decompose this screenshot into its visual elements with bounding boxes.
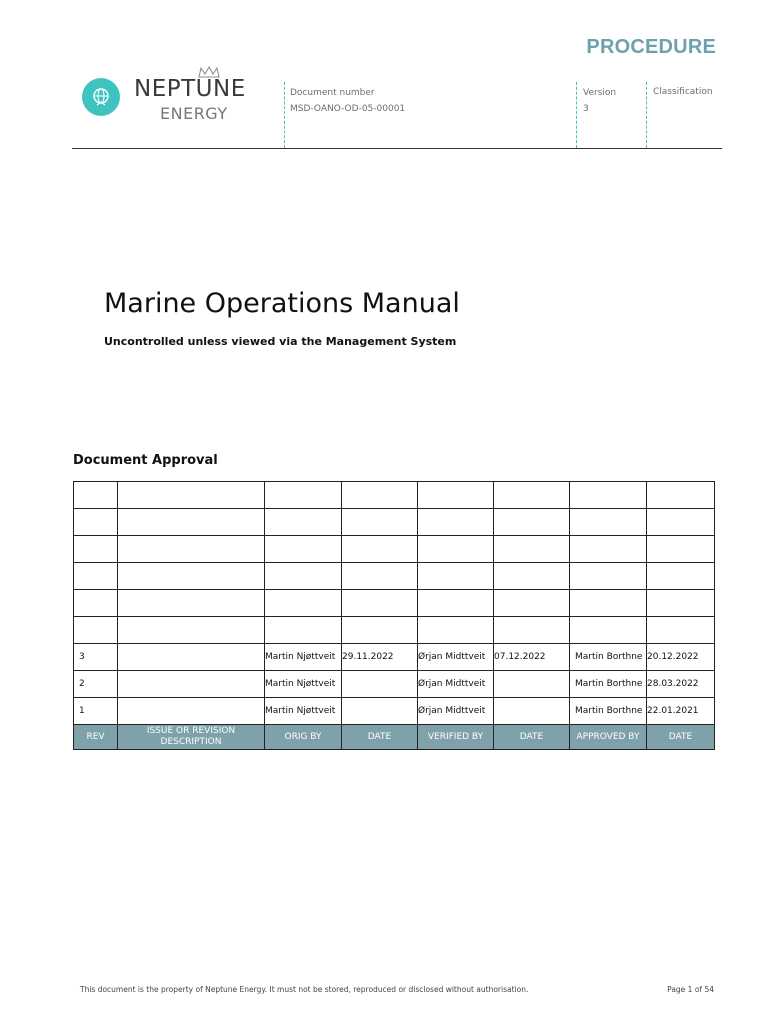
table-cell xyxy=(418,617,494,644)
table-cell: Ørjan Midttveit xyxy=(418,644,494,671)
table-cell: Martin Njøttveit xyxy=(265,698,342,725)
table-row xyxy=(74,617,715,644)
table-cell xyxy=(342,482,418,509)
document-title: Marine Operations Manual xyxy=(104,288,460,319)
table-cell xyxy=(118,617,265,644)
column-header-date: DATE xyxy=(494,725,570,750)
table-cell: Ørjan Midttveit xyxy=(418,671,494,698)
meta-divider xyxy=(576,82,577,148)
table-cell: 20.12.2022 xyxy=(647,644,715,671)
table-cell xyxy=(494,536,570,563)
table-cell xyxy=(74,509,118,536)
table-cell: Martin Borthne xyxy=(570,644,647,671)
table-row xyxy=(74,482,715,509)
table-cell xyxy=(118,482,265,509)
document-number-label: Document number xyxy=(290,88,375,98)
table-cell xyxy=(342,590,418,617)
table-cell: Martin Njøttveit xyxy=(265,671,342,698)
column-header-verified-by: VERIFIED BY xyxy=(418,725,494,750)
table-cell xyxy=(118,563,265,590)
table-cell xyxy=(570,563,647,590)
table-cell: 3 xyxy=(74,644,118,671)
column-header-approved-by: APPROVED BY xyxy=(570,725,647,750)
document-number-value: MSD-OANO-OD-05-00001 xyxy=(290,104,406,114)
table-cell: 07.12.2022 xyxy=(494,644,570,671)
table-cell xyxy=(74,482,118,509)
table-cell xyxy=(265,563,342,590)
table-cell xyxy=(494,671,570,698)
table-cell xyxy=(342,671,418,698)
table-cell xyxy=(418,590,494,617)
table-cell xyxy=(494,563,570,590)
table-row xyxy=(74,509,715,536)
table-cell xyxy=(647,590,715,617)
table-cell xyxy=(570,590,647,617)
table-cell xyxy=(74,590,118,617)
table-row xyxy=(74,644,715,671)
column-header-description: ISSUE OR REVISION DESCRIPTION xyxy=(118,725,265,750)
footer-notice: This document is the property of Neptune Energy. It must not be stored, reproduced or disclosed without authorisation. xyxy=(80,985,529,994)
table-cell: Ørjan Midttveit xyxy=(418,698,494,725)
version-value: 3 xyxy=(583,104,589,114)
version-label: Version xyxy=(583,88,617,98)
table-cell xyxy=(494,509,570,536)
table-cell xyxy=(418,563,494,590)
table-cell xyxy=(265,482,342,509)
table-row xyxy=(74,590,715,617)
table-cell xyxy=(342,563,418,590)
table-cell: Martin Borthne xyxy=(570,698,647,725)
meta-divider xyxy=(284,82,285,148)
table-cell xyxy=(570,536,647,563)
table-row xyxy=(74,563,715,590)
column-header-date: DATE xyxy=(647,725,715,750)
table-cell xyxy=(342,536,418,563)
table-cell xyxy=(494,590,570,617)
table-cell xyxy=(418,482,494,509)
globe-icon xyxy=(82,78,120,116)
table-cell xyxy=(418,536,494,563)
table-cell: Martin Borthne xyxy=(570,671,647,698)
document-subtitle: Uncontrolled unless viewed via the Management System xyxy=(104,335,457,348)
table-cell xyxy=(265,536,342,563)
table-cell xyxy=(265,509,342,536)
table-cell xyxy=(647,617,715,644)
table-cell xyxy=(118,671,265,698)
table-cell xyxy=(570,482,647,509)
table-cell xyxy=(418,509,494,536)
table-cell xyxy=(118,644,265,671)
table-cell xyxy=(342,698,418,725)
table-cell: 1 xyxy=(74,698,118,725)
meta-divider xyxy=(646,82,647,148)
column-header-rev: REV xyxy=(74,725,118,750)
table-row xyxy=(74,698,715,725)
table-cell xyxy=(74,563,118,590)
table-cell: 22.01.2021 xyxy=(647,698,715,725)
approval-table xyxy=(73,481,715,750)
table-cell xyxy=(647,536,715,563)
page-number: Page 1 of 54 xyxy=(667,985,714,994)
table-cell xyxy=(118,536,265,563)
approval-heading: Document Approval xyxy=(73,453,218,468)
table-cell xyxy=(265,590,342,617)
table-cell xyxy=(118,509,265,536)
table-cell xyxy=(74,617,118,644)
table-cell xyxy=(647,563,715,590)
header-divider xyxy=(72,148,722,149)
table-cell xyxy=(118,698,265,725)
table-cell xyxy=(342,509,418,536)
table-row xyxy=(74,671,715,698)
table-cell xyxy=(74,536,118,563)
table-cell xyxy=(118,590,265,617)
classification-label: Classification xyxy=(653,87,713,97)
table-header-row xyxy=(74,725,715,750)
table-row xyxy=(74,536,715,563)
table-cell xyxy=(570,509,647,536)
neptune-energy-logo xyxy=(82,66,262,132)
table-cell xyxy=(647,482,715,509)
table-cell xyxy=(494,698,570,725)
column-header-date: DATE xyxy=(342,725,418,750)
table-cell xyxy=(570,617,647,644)
table-cell xyxy=(647,509,715,536)
logo-wordmark: NEPTUNE xyxy=(134,76,246,102)
table-cell: Martin Njøttveit xyxy=(265,644,342,671)
document-type-label: PROCEDURE xyxy=(586,36,716,58)
table-cell: 2 xyxy=(74,671,118,698)
table-cell: 29.11.2022 xyxy=(342,644,418,671)
table-cell xyxy=(494,482,570,509)
table-cell: 28.03.2022 xyxy=(647,671,715,698)
table-cell xyxy=(265,617,342,644)
table-cell xyxy=(342,617,418,644)
column-header-orig-by: ORIG BY xyxy=(265,725,342,750)
logo-subword: ENERGY xyxy=(160,104,228,123)
table-cell xyxy=(494,617,570,644)
